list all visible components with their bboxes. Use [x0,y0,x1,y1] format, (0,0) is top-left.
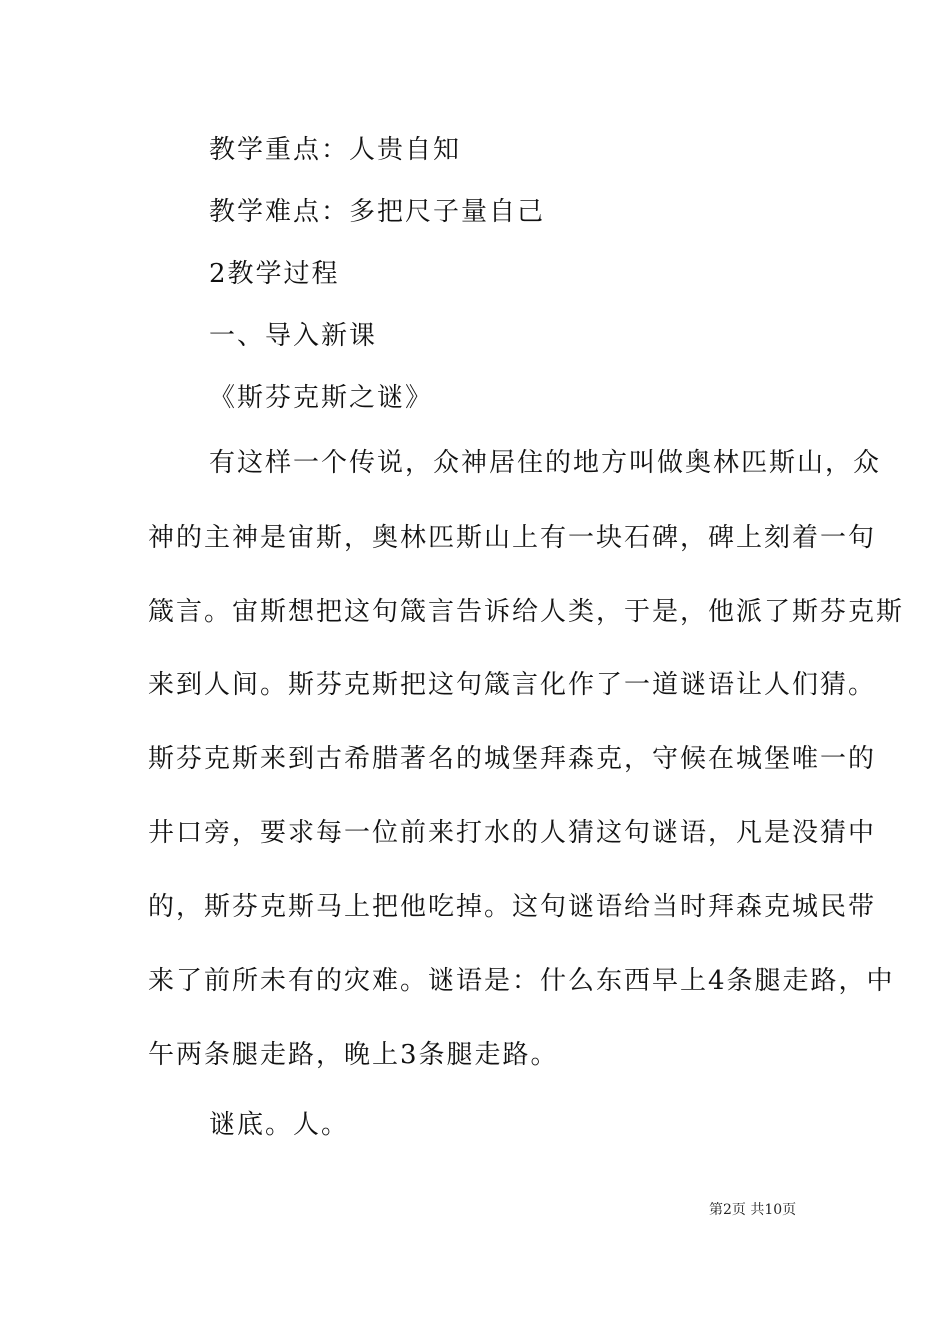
riddle-answer: 谜底。人。 [209,1110,350,1140]
section-heading-intro: 一、导入新课 [209,321,378,351]
teaching-process-heading: 2教学过程 [209,259,340,289]
paragraph-line: 箴言。宙斯想把这句箴言告诉给人类，于是，他派了斯芬克斯 [148,597,905,627]
paragraph-line: 来到人间。斯芬克斯把这句箴言化作了一道谜语让人们猜。 [148,670,877,700]
paragraph-line: 来了前所未有的灾难。谜语是：什么东西早上4条腿走路，中 [148,966,895,996]
paragraph-line: 神的主神是宙斯，奥林匹斯山上有一块石碑，碑上刻着一句 [148,523,877,553]
page-footer: 第2页 共10页 [709,1202,797,1218]
story-title: 《斯芬克斯之谜》 [209,383,434,413]
paragraph-line: 有这样一个传说，众神居住的地方叫做奥林匹斯山，众 [209,448,882,478]
teaching-difficulty-heading: 教学难点：多把尺子量自己 [209,197,546,227]
paragraph-line: 的，斯芬克斯马上把他吃掉。这句谜语给当时拜森克城民带 [148,892,877,922]
paragraph-line: 午两条腿走路，晚上3条腿走路。 [148,1040,559,1070]
teaching-focus-heading: 教学重点：人贵自知 [209,135,462,165]
paragraph-line: 井口旁，要求每一位前来打水的人猜这句谜语，凡是没猜中 [148,818,877,848]
paragraph-line: 斯芬克斯来到古希腊著名的城堡拜森克，守候在城堡唯一的 [148,744,877,774]
